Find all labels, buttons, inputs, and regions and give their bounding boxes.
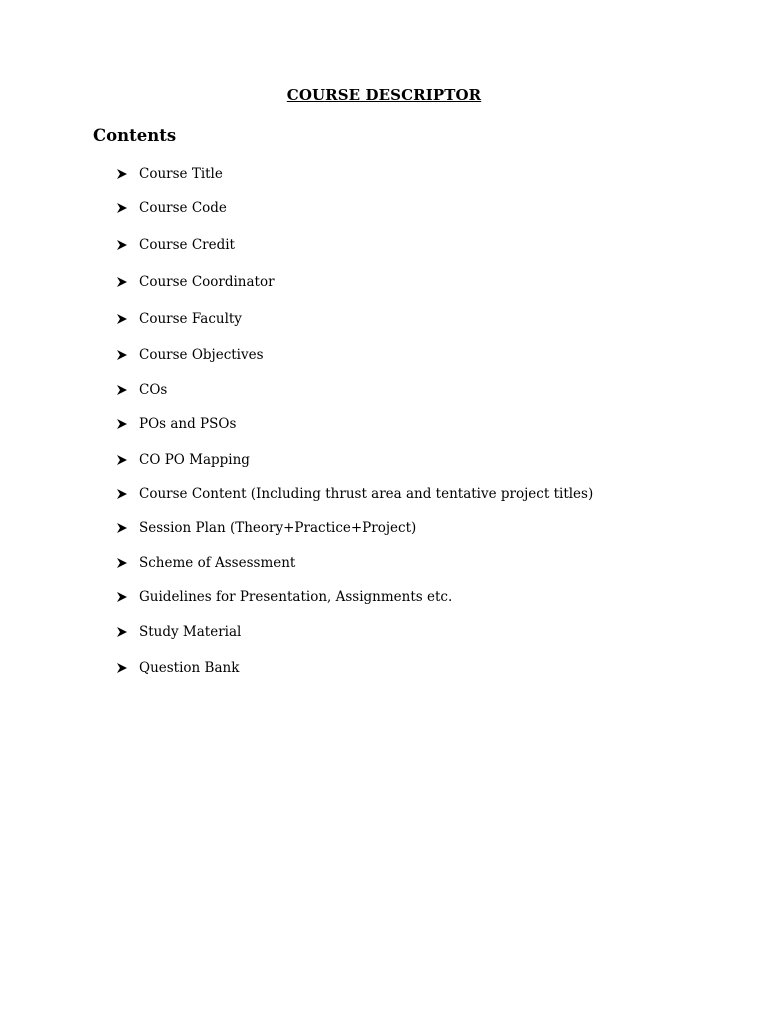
arrowhead-bullet-icon (116, 168, 128, 180)
contents-item-label: Question Bank (139, 660, 240, 676)
arrowhead-bullet-icon (116, 276, 128, 288)
contents-item (116, 450, 250, 470)
contents-item (116, 587, 452, 607)
arrowhead-bullet-icon (116, 202, 128, 214)
contents-item-label: Course Content (Including thrust area and tentative project titles) (139, 486, 594, 502)
arrowhead-bullet-icon (116, 454, 128, 466)
contents-item (116, 198, 227, 218)
contents-item-label: Study Material (139, 624, 242, 640)
arrowhead-bullet-icon (116, 418, 128, 430)
contents-item-label: Course Faculty (139, 311, 242, 327)
contents-item (116, 484, 593, 504)
arrowhead-bullet-icon (116, 313, 128, 325)
contents-item-label: POs and PSOs (139, 416, 237, 432)
contents-item (116, 622, 241, 642)
arrowhead-bullet-icon (116, 384, 128, 396)
contents-item-label: Scheme of Assessment (139, 555, 296, 571)
contents-item (116, 235, 235, 255)
contents-item (116, 658, 239, 678)
arrowhead-bullet-icon (116, 557, 128, 569)
arrowhead-bullet-icon (116, 488, 128, 500)
contents-item-label: Course Coordinator (139, 274, 275, 290)
contents-item (116, 164, 223, 184)
contents-item-label: Course Code (139, 200, 227, 216)
arrowhead-bullet-icon (116, 662, 128, 674)
contents-item (116, 518, 416, 538)
contents-item (116, 380, 167, 400)
document-title: COURSE DESCRIPTOR (286, 86, 482, 104)
contents-item-label: CO PO Mapping (139, 452, 250, 468)
arrowhead-bullet-icon (116, 522, 128, 534)
contents-item (116, 414, 236, 434)
contents-item (116, 345, 264, 365)
arrowhead-bullet-icon (116, 239, 128, 251)
contents-item-label: COs (139, 382, 168, 398)
contents-item-label: Session Plan (Theory+Practice+Project) (139, 520, 417, 536)
contents-item-label: Course Objectives (139, 347, 264, 363)
contents-heading: Contents (93, 126, 177, 145)
arrowhead-bullet-icon (116, 349, 128, 361)
contents-item-label: Guidelines for Presentation, Assignments etc. (139, 589, 453, 605)
contents-item-label: Course Title (139, 166, 223, 182)
contents-item (116, 553, 295, 573)
arrowhead-bullet-icon (116, 591, 128, 603)
arrowhead-bullet-icon (116, 626, 128, 638)
contents-item-label: Course Credit (139, 237, 235, 253)
contents-item (116, 309, 242, 329)
contents-item (116, 272, 275, 292)
